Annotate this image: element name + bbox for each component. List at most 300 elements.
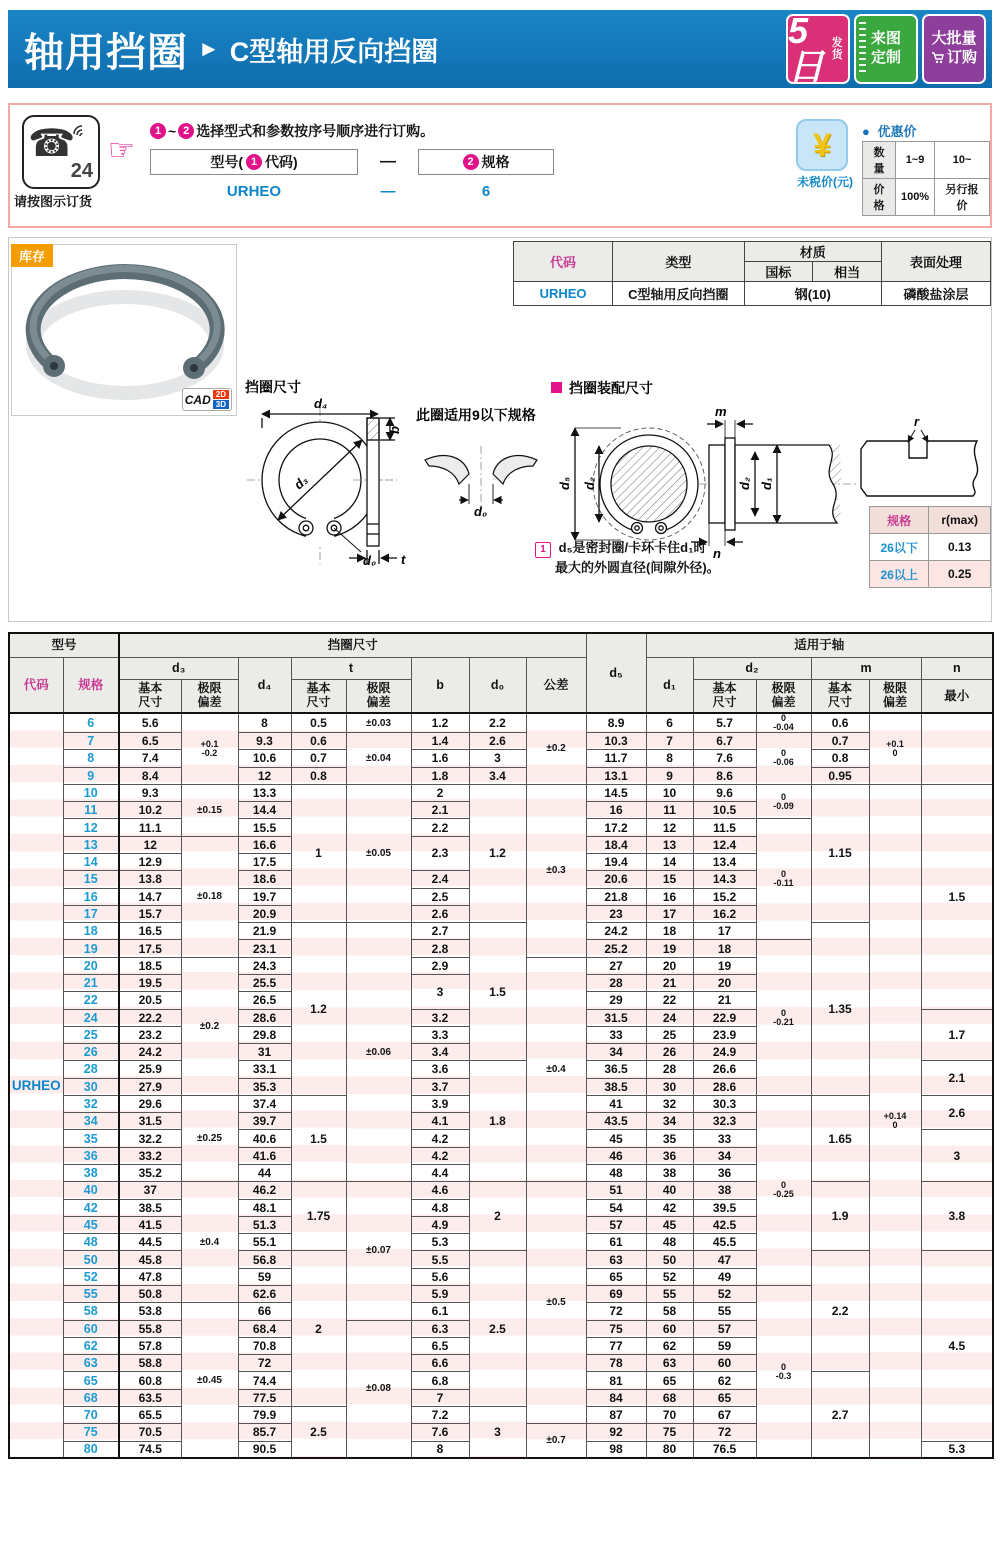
table-cell: +0.1 0 [869, 713, 921, 784]
table-cell: 13.3 [238, 784, 291, 801]
table-cell: 21.9 [238, 923, 291, 940]
table-cell: 2.5 [411, 888, 469, 905]
table-cell: 1.5 [291, 1095, 346, 1181]
table-cell: 63.5 [119, 1389, 181, 1406]
table-cell: 38.5 [586, 1078, 646, 1095]
surface-value: 磷酸盐涂层 [881, 282, 990, 306]
table-cell [921, 713, 993, 784]
table-cell: 26 [646, 1044, 693, 1061]
table-cell: 11.5 [693, 819, 756, 836]
code-cell: URHEO [9, 713, 63, 1458]
table-cell: 1.75 [291, 1182, 346, 1251]
dim-label-t: t [401, 552, 406, 567]
table-cell: 2.6 [411, 905, 469, 922]
code-header: 代码 [514, 242, 613, 282]
table-cell: 36 [646, 1147, 693, 1164]
badge-bulk-line1: 大批量 [931, 30, 977, 48]
table-cell: 52 [646, 1268, 693, 1285]
table-cell: 65.5 [119, 1406, 181, 1423]
table-cell: 41.5 [119, 1216, 181, 1233]
table-cell: 60 [693, 1355, 756, 1372]
limit-dev-header: 极限偏差 [197, 680, 222, 709]
table-cell: 37 [119, 1182, 181, 1199]
cart-icon [931, 52, 945, 64]
qty-range-2: 10~ [935, 142, 990, 179]
table-cell: 22.9 [693, 1009, 756, 1026]
table-cell: 0.6 [811, 713, 869, 733]
table-cell: 84 [586, 1389, 646, 1406]
rmax-value-header: r(max) [929, 507, 991, 534]
table-cell: 24.2 [119, 1044, 181, 1061]
table-cell: 3.2 [411, 1009, 469, 1026]
table-cell: 28 [586, 974, 646, 991]
table-cell: 17 [646, 905, 693, 922]
model-box-post: 代码) [265, 154, 298, 170]
table-cell: 74.5 [119, 1441, 181, 1458]
table-cell: 46 [586, 1147, 646, 1164]
table-cell: 1.7 [921, 1009, 993, 1061]
table-cell: 92 [586, 1424, 646, 1441]
table-cell: 28.6 [238, 1009, 291, 1026]
table-cell: 63 [646, 1355, 693, 1372]
table-cell: 16 [646, 888, 693, 905]
stock-badge: 库存 [11, 244, 53, 267]
table-cell: 39.7 [238, 1113, 291, 1130]
table-cell: 52 [693, 1286, 756, 1303]
dim-label-d1: d₁ [759, 477, 774, 490]
table-cell: 9 [646, 767, 693, 784]
rmax-row-value: 0.25 [929, 561, 991, 588]
spec-cell: 50 [63, 1251, 119, 1268]
order-example-row [150, 183, 554, 200]
table-cell: 43.5 [586, 1113, 646, 1130]
table-cell: 57 [693, 1320, 756, 1337]
discount-text: 优惠价 [877, 124, 917, 139]
table-cell: 74.4 [238, 1372, 291, 1389]
table-cell: 21.8 [586, 888, 646, 905]
table-cell: 0 -0.3 [756, 1286, 811, 1459]
main-table-body [9, 713, 993, 1458]
table-cell: ±0.05 [346, 784, 411, 922]
assembly-title: 挡圈装配尺寸 [569, 380, 653, 396]
table-cell: 2.6 [469, 733, 526, 750]
spec-cell: 26 [63, 1044, 119, 1061]
spec-cell: 34 [63, 1113, 119, 1130]
basic-dim-header: 基本尺寸 [712, 680, 737, 709]
table-cell: 32.3 [693, 1113, 756, 1130]
table-cell: 54 [586, 1199, 646, 1216]
table-cell: 31 [238, 1044, 291, 1061]
table-cell: 79.9 [238, 1406, 291, 1423]
table-cell: 3.4 [469, 767, 526, 784]
table-cell: 7.4 [119, 750, 181, 767]
discount-price-label [862, 121, 917, 140]
dim-label-b: b [387, 426, 402, 434]
blue-dot-icon: ● [862, 124, 870, 139]
table-cell: 3.6 [411, 1061, 469, 1078]
table-cell: 22.2 [119, 1009, 181, 1026]
table-cell: 32 [646, 1095, 693, 1112]
table-cell: 15 [646, 871, 693, 888]
spec-cell: 15 [63, 871, 119, 888]
table-cell: +0.1 -0.2 [181, 713, 238, 784]
table-cell: 23.2 [119, 1026, 181, 1043]
model-code-box [150, 149, 358, 175]
dim-label-d5: d₅ [557, 476, 572, 490]
table-cell: 13.4 [693, 853, 756, 870]
d0-header: d₀ [469, 657, 526, 713]
table-cell: 50 [646, 1251, 693, 1268]
table-cell: 48 [586, 1165, 646, 1182]
table-cell: ±0.25 [181, 1095, 238, 1181]
table-cell: 11.7 [586, 750, 646, 767]
table-cell: 3 [921, 1130, 993, 1182]
table-cell: ±0.04 [346, 733, 411, 785]
main-spec-table [8, 632, 994, 1459]
table-cell: 23.1 [238, 940, 291, 957]
cad-label: CAD [184, 392, 211, 407]
spec-cell: 55 [63, 1286, 119, 1303]
table-cell: 72 [693, 1424, 756, 1441]
table-cell: 72 [586, 1303, 646, 1320]
phone-24-text: 24 [70, 160, 93, 182]
table-cell: ±0.03 [346, 713, 411, 733]
table-cell: 50.8 [119, 1286, 181, 1303]
rmax-spec-header: 规格 [870, 507, 929, 534]
spec-cell: 80 [63, 1441, 119, 1458]
table-row [9, 1251, 993, 1268]
table-cell: 65 [693, 1389, 756, 1406]
table-cell: 78 [586, 1355, 646, 1372]
table-cell: 45.8 [119, 1251, 181, 1268]
table-cell: ±0.08 [346, 1320, 411, 1458]
table-cell: 11.1 [119, 819, 181, 836]
table-cell: 2.3 [411, 836, 469, 871]
table-cell: 15.7 [119, 905, 181, 922]
table-cell: 14 [646, 853, 693, 870]
table-cell: 24.3 [238, 957, 291, 974]
table-cell: 34 [646, 1113, 693, 1130]
table-row [9, 713, 993, 733]
spec-cell: 42 [63, 1199, 119, 1216]
badge-5day-label: 发货 [831, 36, 843, 61]
service-badges [786, 10, 986, 87]
yen-glyph: ¥ [813, 126, 831, 163]
table-cell: 9.3 [238, 733, 291, 750]
table-cell: 28 [646, 1061, 693, 1078]
table-row [9, 657, 993, 679]
table-cell: 66 [238, 1303, 291, 1320]
small-ring-view [425, 446, 537, 508]
surface-header: 表面处理 [881, 242, 990, 282]
spec-cell: 58 [63, 1303, 119, 1320]
basic-dim-header: 基本尺寸 [828, 680, 853, 709]
table-cell: 34 [693, 1147, 756, 1164]
table-cell: 17.5 [238, 853, 291, 870]
table-cell: 55 [693, 1303, 756, 1320]
d1-header: d₁ [646, 657, 693, 713]
table-cell: 4.2 [411, 1147, 469, 1164]
table-cell: 5.9 [411, 1286, 469, 1303]
table-cell: 29.6 [119, 1095, 181, 1112]
table-cell: 98 [586, 1441, 646, 1458]
table-cell: 6.1 [411, 1303, 469, 1320]
table-cell: 1.6 [411, 750, 469, 767]
table-row [9, 1182, 993, 1199]
table-cell: 14.4 [238, 802, 291, 819]
spec-cell: 14 [63, 853, 119, 870]
table-cell: 8 [238, 713, 291, 733]
spec-cell: 22 [63, 992, 119, 1009]
table-row [9, 733, 993, 750]
table-cell: ±0.4 [181, 1182, 238, 1303]
table-cell: 34 [586, 1044, 646, 1061]
table-cell: 10.6 [238, 750, 291, 767]
table-cell: 35.3 [238, 1078, 291, 1095]
min-header: 最小 [921, 679, 993, 713]
table-cell: 0.7 [291, 750, 346, 767]
badge-bulk-line2: 订购 [946, 49, 977, 66]
table-row [863, 142, 990, 179]
instruction-text: 选择型式和参数按序号顺序进行订购。 [196, 123, 435, 139]
limit-dev-header: 极限偏差 [883, 680, 908, 709]
table-cell: 24 [646, 1009, 693, 1026]
table-cell: 0 -0.06 [756, 733, 811, 785]
table-cell: 0 -0.25 [756, 1095, 811, 1285]
table-cell: +0.14 0 [869, 784, 921, 1458]
table-cell: 1.4 [411, 733, 469, 750]
dim-label-n: n [713, 546, 721, 561]
table-cell: ±0.2 [181, 957, 238, 1095]
table-cell: 55.1 [238, 1234, 291, 1251]
table-cell: 1 [291, 784, 346, 922]
table-cell: 25.9 [119, 1061, 181, 1078]
d4-header: d₄ [238, 657, 291, 713]
table-cell: 60 [646, 1320, 693, 1337]
table-cell: 4.4 [411, 1165, 469, 1182]
table-cell: 21 [646, 974, 693, 991]
tolerance-header: 公差 [526, 657, 586, 713]
note-line1: d₅是密封圈/卡环卡住d₁时 [558, 540, 707, 555]
small-size-note: 此圈适用9以下规格 [416, 407, 536, 423]
table-cell: 55.8 [119, 1320, 181, 1337]
table-cell: 0.6 [291, 733, 346, 750]
page-title: 轴用挡圈 [24, 30, 188, 75]
groove-radius-detail [861, 430, 978, 496]
table-cell: 7 [411, 1389, 469, 1406]
table-cell: 0.8 [811, 750, 869, 767]
spec-cell: 6 [63, 713, 119, 733]
table-cell: 31.5 [119, 1113, 181, 1130]
price-value-2: 另行报价 [935, 179, 990, 216]
table-cell: 3.3 [411, 1026, 469, 1043]
dim-label-d2-side: d₂ [737, 477, 752, 490]
table-cell: 5.6 [411, 1268, 469, 1285]
table-cell: 10.2 [119, 802, 181, 819]
table-cell: 41.6 [238, 1147, 291, 1164]
table-cell: 16.5 [119, 923, 181, 940]
table-cell: 65 [646, 1372, 693, 1389]
badge-bulk-order [922, 14, 986, 84]
basic-dim-header: 基本尺寸 [306, 680, 331, 709]
table-row [870, 561, 991, 588]
shaft-side-view [691, 420, 857, 546]
table-cell: 16 [586, 802, 646, 819]
table-cell: ±0.18 [181, 836, 238, 957]
table-cell: 24.2 [586, 923, 646, 940]
table-cell: 75 [586, 1320, 646, 1337]
model-box-circle: 1 [246, 154, 262, 170]
table-cell: 1.5 [921, 784, 993, 1009]
table-cell: ±0.3 [526, 784, 586, 957]
table-cell: 32.2 [119, 1130, 181, 1147]
table-header [9, 633, 993, 713]
model-group-header: 型号 [9, 633, 119, 657]
spec-cell: 63 [63, 1355, 119, 1372]
order-format-row [150, 149, 554, 175]
spec-cell: 52 [63, 1268, 119, 1285]
table-cell: 17.2 [586, 819, 646, 836]
note-line2: 最大的外圆直径(间隙外径)。 [555, 559, 720, 575]
table-cell: 6.5 [119, 733, 181, 750]
spec-cell: 45 [63, 1216, 119, 1233]
spec-cell: 60 [63, 1320, 119, 1337]
table-cell: 42.5 [693, 1216, 756, 1233]
table-cell: 61 [586, 1234, 646, 1251]
table-cell: 7.2 [411, 1406, 469, 1423]
spec-cell: 25 [63, 1026, 119, 1043]
badge-custom-line1: 来图 [870, 30, 901, 48]
type-value: C型轴用反向挡圈 [613, 282, 745, 306]
table-cell: 25.5 [238, 974, 291, 991]
phone-24-icon [22, 115, 100, 189]
table-cell: 41 [586, 1095, 646, 1112]
table-cell: 2.8 [411, 940, 469, 957]
product-drawing-section [8, 237, 992, 622]
table-cell: 3 [469, 750, 526, 767]
table-cell: 90.5 [238, 1441, 291, 1458]
table-cell: 77 [586, 1337, 646, 1354]
code-col-header: 代码 [9, 657, 63, 713]
table-row [9, 784, 993, 801]
table-cell: 15.5 [238, 819, 291, 836]
gb-header: 国标 [744, 262, 813, 282]
table-cell: 5.6 [119, 713, 181, 733]
table-cell: 2.9 [411, 957, 469, 974]
table-cell: 1.8 [469, 1061, 526, 1182]
table-cell: 36 [693, 1165, 756, 1182]
format-dash: — [380, 153, 396, 170]
table-cell: 3.9 [411, 1095, 469, 1112]
table-cell: 26.6 [693, 1061, 756, 1078]
table-cell: 6.3 [411, 1320, 469, 1337]
table-cell: 30 [646, 1078, 693, 1095]
table-cell: 2 [469, 1182, 526, 1251]
spec-cell: 21 [63, 974, 119, 991]
table-cell: 24.9 [693, 1044, 756, 1061]
table-cell: 18 [646, 923, 693, 940]
spec-cell: 65 [63, 1372, 119, 1389]
spec-box-label: 规格 [481, 154, 510, 170]
dim-label-m: m [715, 404, 727, 419]
d2-header: d₂ [693, 657, 811, 679]
table-cell: 29.8 [238, 1026, 291, 1043]
table-row [9, 633, 993, 657]
material-header: 材质 [744, 242, 881, 262]
page-subtitle: C型轴用反向挡圈 [229, 36, 439, 67]
table-cell: 28.6 [693, 1078, 756, 1095]
table-cell: 5.5 [411, 1251, 469, 1268]
table-cell: ±0.15 [181, 784, 238, 836]
table-cell: 68.4 [238, 1320, 291, 1337]
table-cell: 17 [693, 923, 756, 940]
spec-cell: 62 [63, 1337, 119, 1354]
table-cell: 51.3 [238, 1216, 291, 1233]
table-cell: 7.6 [693, 750, 756, 767]
table-cell: 0 -0.11 [756, 819, 811, 940]
table-cell: 12 [238, 767, 291, 784]
badge-5day-number: 5日 [788, 10, 825, 87]
table-cell: ±0.5 [526, 1182, 586, 1424]
spec-cell: 18 [63, 923, 119, 940]
table-cell: 70.5 [119, 1424, 181, 1441]
b-header: b [411, 657, 469, 713]
d5-footnote [535, 538, 720, 577]
example-dash: — [380, 183, 396, 200]
table-cell: 23 [586, 905, 646, 922]
table-cell: 4.9 [411, 1216, 469, 1233]
table-cell: 4.1 [411, 1113, 469, 1130]
table-cell: 22 [646, 992, 693, 1009]
spec-cell: 48 [63, 1234, 119, 1251]
table-cell: 7 [646, 733, 693, 750]
price-caption: 未税价(元) [797, 175, 853, 189]
table-cell: 63 [586, 1251, 646, 1268]
spec-cell: 17 [63, 905, 119, 922]
table-cell: 38 [646, 1165, 693, 1182]
badge-custom-line2: 定制 [870, 49, 901, 66]
table-cell: 48.1 [238, 1199, 291, 1216]
table-cell: 6.6 [411, 1355, 469, 1372]
table-cell: 2.1 [921, 1061, 993, 1096]
table-cell: 12 [119, 836, 181, 853]
table-cell: 1.35 [811, 923, 869, 1096]
table-cell: 2.2 [811, 1251, 869, 1372]
shaft-group-header: 适用于轴 [646, 633, 993, 657]
qty-range-1: 1~9 [895, 142, 934, 179]
table-cell: 2.2 [469, 713, 526, 733]
table-cell: ±0.45 [181, 1303, 238, 1459]
table-cell: 8.4 [119, 767, 181, 784]
step2-circle: 2 [178, 123, 194, 139]
table-cell: 11 [646, 802, 693, 819]
table-cell: 18.6 [238, 871, 291, 888]
spec-cell: 68 [63, 1389, 119, 1406]
spec-cell: 20 [63, 957, 119, 974]
spec-cell: 28 [63, 1061, 119, 1078]
dim-label-r: r [914, 414, 920, 429]
table-cell: 80 [646, 1441, 693, 1458]
limit-dev-header: 极限偏差 [771, 680, 796, 709]
table-cell: 37.4 [238, 1095, 291, 1112]
table-cell: 70.8 [238, 1337, 291, 1354]
table-cell: 0 -0.09 [756, 784, 811, 819]
table-cell: 19.5 [119, 974, 181, 991]
table-cell: 9.3 [119, 784, 181, 801]
rmax-table [869, 506, 991, 588]
code-value: URHEO [514, 282, 613, 306]
table-cell: 10 [646, 784, 693, 801]
